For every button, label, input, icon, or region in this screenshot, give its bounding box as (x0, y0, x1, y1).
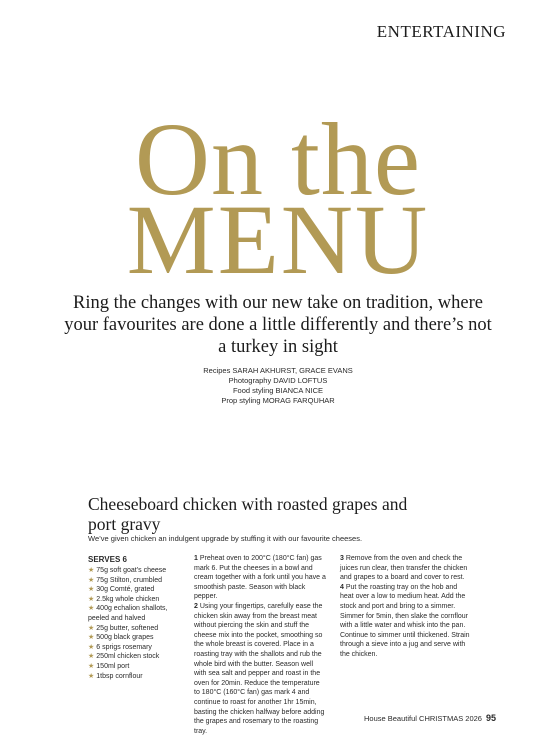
star-icon: ★ (88, 567, 95, 574)
method-step-3: 3 Remove from the oven and check the juices run clear, then transfer the chicken and grapes to a board and cover to rest. (340, 555, 468, 582)
step-number: 4 (340, 583, 344, 591)
page-number: 95 (485, 713, 496, 723)
credit-prop-styling: Prop styling MORAG FARQUHAR (221, 396, 335, 405)
ingredient-item: ★ 25g butter, softened (88, 624, 159, 632)
credit-photography: Photography DAVID LOFTUS (228, 376, 328, 385)
serves-label: SERVES 6 (88, 555, 127, 564)
star-icon: ★ (88, 586, 95, 594)
method-step-4: 4 Put the roasting tray on the hob and heat over a low to medium heat. Add the stock and port and bring to a simmer. Simmer for 5min, then slake the cornflour with a little water and whisk into the pan. Continue to simmer until thickened. Strain through a sieve into a jug and serve with the chicken. (340, 583, 470, 658)
credit-recipes: Recipes SARAH AKHURST, GRACE EVANS (203, 366, 353, 375)
ingredient-item: ★ 2.5kg whole chicken (88, 595, 160, 603)
step-number: 1 (194, 555, 198, 562)
page-footer (364, 713, 496, 723)
publication-name: House Beautiful CHRISTMAS 2026 (364, 714, 482, 723)
star-icon: ★ (88, 643, 95, 651)
ingredient-item: ★ 75g Stilton, crumbled (88, 576, 163, 584)
recipe-title: Cheeseboard chicken with roasted grapes and port gravy (88, 494, 408, 534)
step-number: 3 (340, 555, 344, 562)
star-icon: ★ (88, 595, 95, 603)
ingredient-item: ★ 150ml port (88, 662, 130, 670)
star-icon: ★ (88, 634, 95, 642)
headline-line-2: MENU (126, 184, 430, 295)
credits (0, 366, 556, 406)
credit-food-styling: Food styling BIANCA NICE (232, 386, 324, 395)
ingredient-item: ★ 30g Comté, grated (88, 586, 155, 594)
star-icon: ★ (88, 672, 95, 680)
ingredient-item: ★ 75g soft goat’s cheese (88, 567, 167, 574)
star-icon: ★ (88, 605, 95, 613)
headline-line-1: On the (134, 102, 422, 217)
ingredient-item: ★ 6 sprigs rosemary (88, 643, 152, 651)
star-icon: ★ (88, 576, 95, 584)
recipe-intro: We’ve given chicken an indulgent upgrade by stuffing it with our favourite cheeses. (88, 534, 363, 543)
star-icon: ★ (88, 662, 95, 670)
section-label: ENTERTAINING (376, 22, 506, 41)
star-icon: ★ (88, 624, 95, 632)
method-step-1: 1 Preheat oven to 200°C (180°C fan) gas mark 6. Put the cheeses in a bowl and cream together with a fork until you have a smoothish paste. Season with black pepper. (194, 555, 326, 601)
standfirst: Ring the changes with our new take on tradition, where your favourites are done a little differently and there’s not a turkey in sight (64, 293, 492, 357)
star-icon: ★ (88, 653, 95, 661)
ingredient-item: ★ 250ml chicken stock (88, 653, 160, 661)
ingredient-item: ★ 400g echalion shallots, peeled and halved (88, 605, 168, 622)
method-column-1 (194, 554, 326, 736)
ingredient-item: ★ 1tbsp cornflour (88, 672, 143, 680)
step-number: 2 (194, 602, 198, 610)
method-step-2: 2 Using your fingertips, carefully ease the chicken skin away from the breast meat without piercing the skin and stuff the cheese mix into the pocket, smoothing so the whole breast is covered. Place in a roasting tray with the shallots and rub the whole bird with the butter. Season well with sea salt and pepper and roast in the oven for 20min. Reduce the temperature to 180°C (160°C fan) gas mark 4 and continue to roast for another 1hr 15min, basting the chicken halfway before adding the grapes and rosemary to the roasting tray. (194, 602, 325, 735)
ingredients-column (88, 554, 188, 681)
ingredient-item: ★ 500g black grapes (88, 634, 154, 642)
method-column-2 (340, 554, 472, 660)
